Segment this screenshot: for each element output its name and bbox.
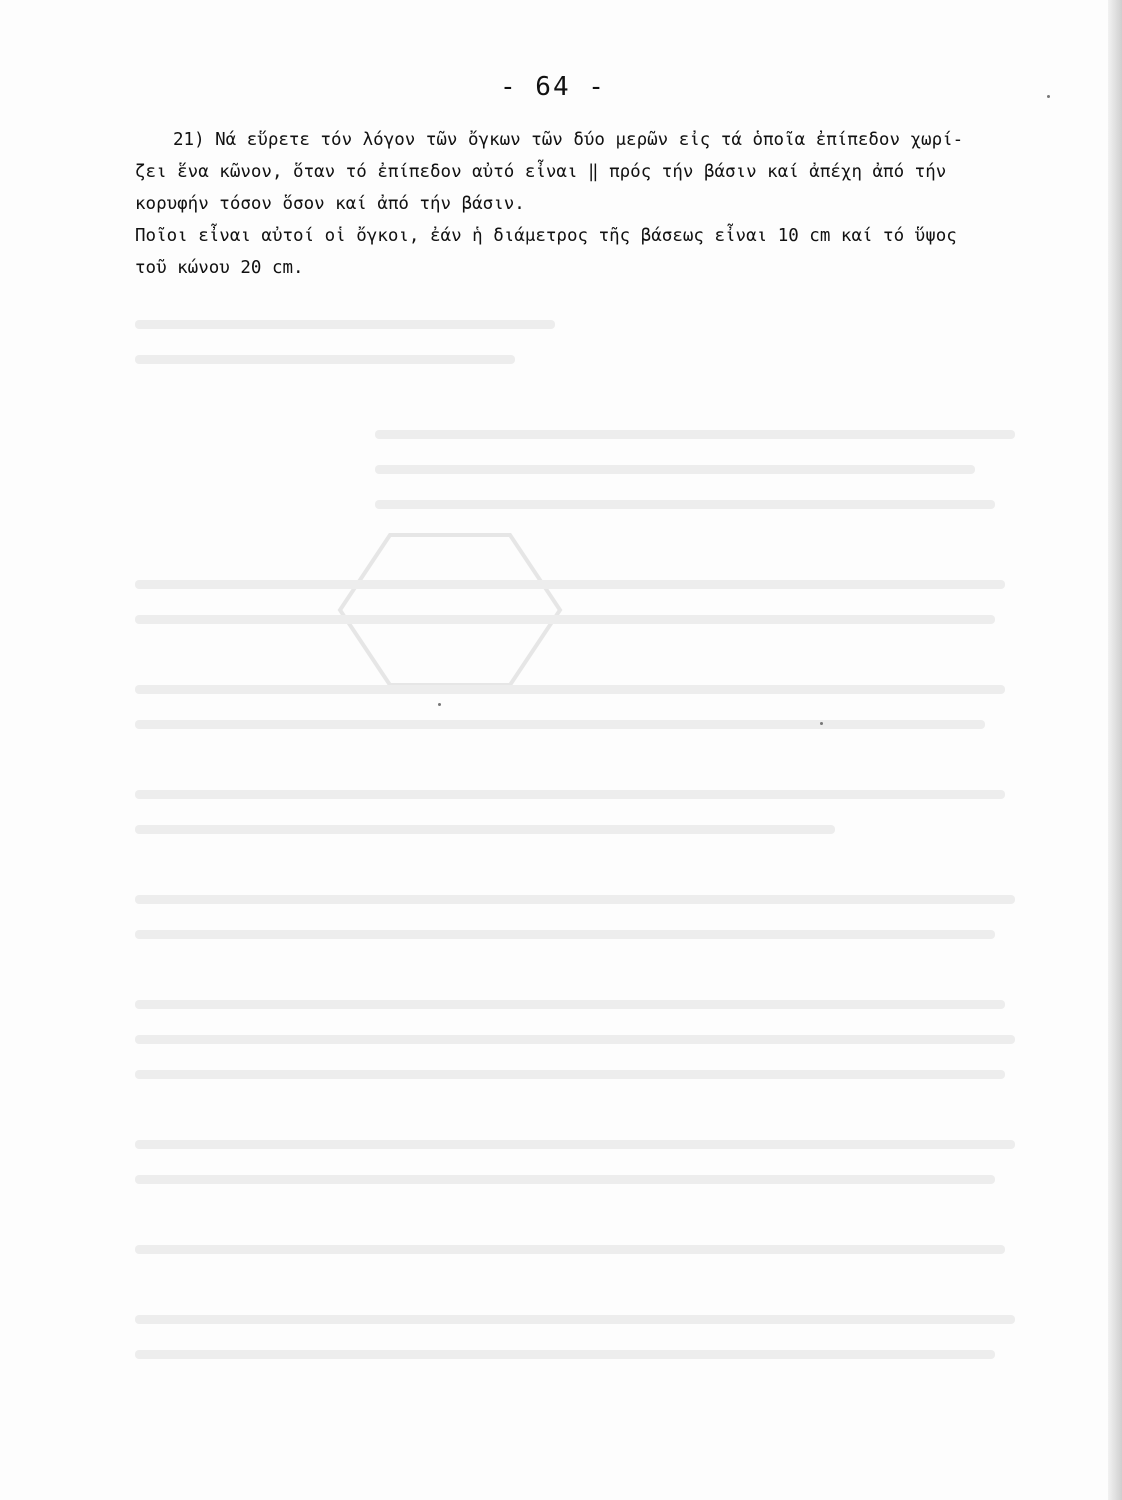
page-number: - 64 - — [500, 72, 606, 102]
dust-speck — [1047, 95, 1050, 98]
dust-speck — [438, 703, 441, 706]
problem-21 — [135, 124, 1015, 284]
problem-line: τοῦ κώνου 20 cm. — [135, 258, 304, 278]
problem-line: κορυφήν τόσον ὅσον καί ἀπό τήν βάσιν. — [135, 194, 525, 214]
bleed-through-texture — [135, 280, 1015, 1400]
ghost-hexagon-figure — [335, 530, 565, 690]
problem-line: Ποῖοι εἶναι αὐτοί οἱ ὄγκοι, ἐάν ἡ διάμετρος τῆς βάσεως εἶναι 10 cm καί τό ὕψος — [135, 226, 957, 246]
problem-line: 21) Νά εὕρετε τόν λόγον τῶν ὄγκων τῶν δύο μερῶν εἰς τά ὁποῖα ἐπίπεδον χωρί- — [173, 130, 964, 150]
problem-line: ζει ἕνα κῶνον, ὅταν τό ἐπίπεδον αὐτό εἶναι ‖ πρός τήν βάσιν καί ἀπέχη ἀπό τήν — [135, 162, 947, 182]
page-edge-shadow — [1108, 0, 1122, 1500]
dust-speck — [820, 722, 823, 725]
